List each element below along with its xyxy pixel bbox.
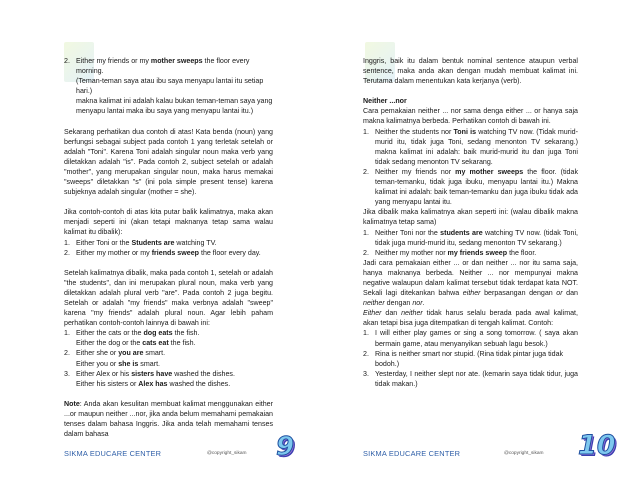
- list-item: 1. Either the cats or the dog eats the fish.: [64, 329, 200, 338]
- note-paragraph: Note: Anda akan kesulitan membuat kalimat menggunakan either ...or maupun neither ...nor, jika anda belum memahami pemakaian tenses dalam bahasa Inggris. Jika anda telah memahami tenses dalam bahasa: [64, 399, 273, 439]
- paragraph: Inggris, baik itu dalam bentuk nominal sentence ataupun verbal sentence, maka anda akan dengan mudah membuat kalimat ini. Terutama dalam menentukan kata kerjanya (verb).: [363, 57, 578, 86]
- example-item: 1. Neither Toni nor the students are watching TV now. (tidak Toni, tidak juga murid-murid itu, sedang menonton TV sekarang.): [363, 228, 578, 247]
- list-item: 2. Either she or you are smart.: [64, 349, 166, 358]
- list-item-alt: Either you or she is smart.: [76, 359, 161, 368]
- page-number: 10: [578, 430, 616, 461]
- list-item-alt: Either the dog or the cats eat the fish.: [76, 339, 196, 348]
- paragraph: Sekarang perhatikan dua contoh di atas! Kata benda (noun) yang berfungsi sebagai subject pada contoh 1 yang terletak setelah or adalah "Toni". Karena Toni adalah singular noun maka verb yang diletakkan adalah "is". Pada contoh 2, subject setelah or adalah "mother", yang merupakan singular noun, maka harus memakai "sweeps" diletakkan "s" (ini pola simple present tense) karena subjeknya adalah singular (mother = she).: [64, 127, 273, 197]
- paragraph: Jadi cara pemakaian either ... or dan neither ... nor itu sama saja, hanya maknanya berbeda. Neither ... nor mempunyai makna negative walaupun dalam kalimat tersebut tidak terdapat kata NOT. Sekali lagi ditekankan bahwa either berpasangan dengan or dan neither dengan nor.: [363, 258, 578, 308]
- page-number: 9: [276, 432, 295, 462]
- paragraph: Cara pemakaian neither ... nor sama denga either ... or hanya saja makna kalimatnya berbeda. Perhatikan contoh di bawah ini.: [363, 107, 578, 126]
- paragraph: Jika dibalik maka kalimatnya akan seperti ini: (walau dibalik makna kalimatnya tetap sama): [363, 208, 578, 227]
- example-item: 2. Either my mother or my friends sweep the floor every day.: [64, 248, 261, 257]
- footer-publisher: SIKMA EDUCARE CENTER: [363, 449, 461, 458]
- example-item: 2. Neither my mother nor my friends sweep the floor.: [363, 248, 537, 257]
- left-text-column: [64, 56, 273, 439]
- list-item-alt: Either his sisters or Alex has washed the dishes.: [76, 379, 231, 388]
- example-item: 2. Neither my friends nor my mother sweeps the floor. (tidak teman-temanku, tidak juga ibuku, menyapu lantai itu.) Makna kalimat ini adalah: baik teman-temanku dan juga ibuku tidak ada yang menyapu lantai itu.: [363, 167, 578, 207]
- right-text-column: [363, 56, 578, 389]
- page-10: [319, 0, 638, 493]
- paragraph: Setelah kalimatnya dibalik, maka pada contoh 1, setelah or adalah "the students", dan ini merupakan plural noun, maka verb yang diletakkan adalah plural verb "are". Pada contoh 2 juga begitu. Setelah or adalah "my friends" maka verbnya adalah "sweep" karena "my friends" adalah plural noun. Agar lebih paham perhatikan contoh-contoh lainnya di bawah ini:: [64, 268, 273, 328]
- footer-copyright: @copyright_sikam: [207, 451, 247, 456]
- list-item: 3. Yesterday, I neither slept nor ate. (kemarin saya tidak tidur, juga tidak makan.): [363, 369, 578, 388]
- example-item: 1. Neither the students nor Toni is watching TV now. (Tidak murid-murid itu, tidak juga Toni, sedang menonton TV sekarang.) makna kalimat ini adalah: baik murid-murid itu dan juga Toni tidak sedang menonton TV sekarang.: [363, 127, 578, 166]
- example-item: 2. Either my friends or my mother sweeps the floor every morning. (Teman-teman saya atau ibu saya menyapu lantai itu setiap hari.) makna kalimat ini adalah kalau bukan teman-teman saya yang menyapu lantai maka ibu saya yang menyapu lantai itu.): [64, 57, 273, 116]
- list-item: 3. Either Alex or his sisters have washed the dishes.: [64, 369, 235, 378]
- list-item: 2. Rina is neither smart nor stupid. (Rina tidak pintar juga tidak bodoh.): [363, 349, 564, 368]
- list-item: 1. I will either play games or sing a song tomorrow. ( saya akan bermain game, atau menyanyikan sebuah lagu besok.): [363, 329, 578, 348]
- example-item: 1. Either Toni or the Students are watching TV.: [64, 238, 217, 247]
- section-heading: Neither ...nor: [363, 97, 407, 106]
- footer-copyright: @copyright_sikam: [504, 451, 544, 456]
- paragraph: Either dan neither tidak harus selalu berada pada awal kalimat, akan tetapi bisa juga ditempatkan di tengah kalimat. Contoh:: [363, 309, 578, 328]
- paragraph: Jika contoh-contoh di atas kita putar balik kalimatnya, maka akan menjadi seperti ini (akan tetapi maknanya tetap sama walau kalimat itu dibalik):: [64, 208, 273, 237]
- footer-publisher: SIKMA EDUCARE CENTER: [64, 449, 162, 458]
